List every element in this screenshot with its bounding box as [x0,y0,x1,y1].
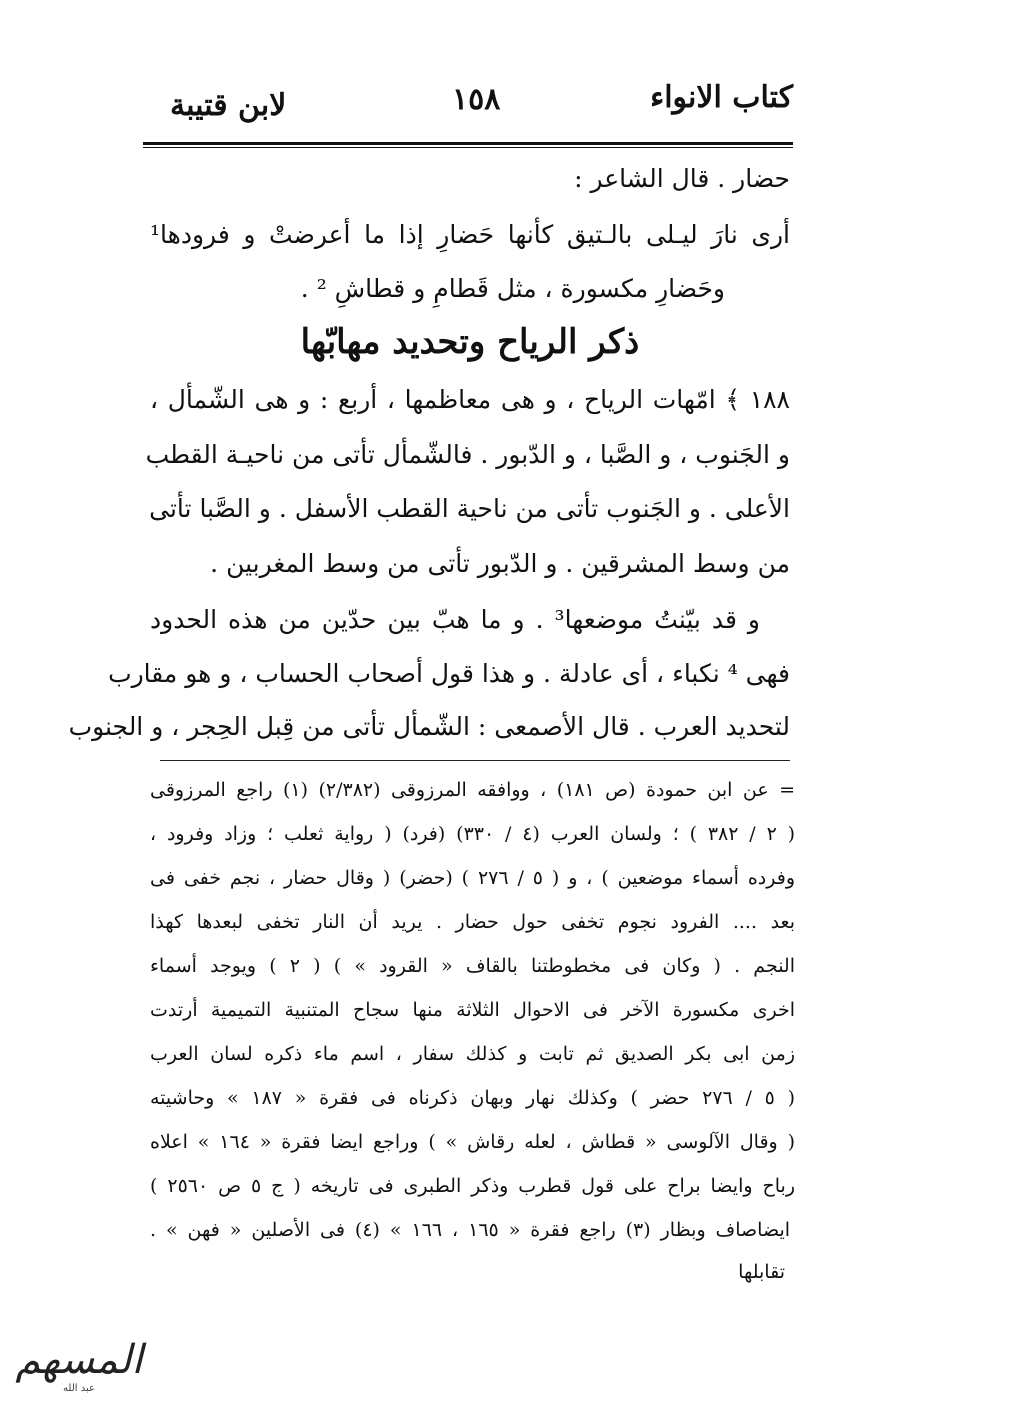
footnote-line-10: رباح وايضا براح على قول قطرب وذكر الطبرى فى تاريخه ( ج ٥ ص ٢٥٦٠ ) [150,1175,796,1197]
stamp-text: المسهم [15,1337,143,1383]
footnote-line-6: اخرى مكسورة الآخر فى الاحوال الثلاثة منها سجاح المتنبية التميمية أرتدت [150,999,795,1021]
footnote-line-3: وفرده أسماء موضعين ) ، و ( ٥ / ٢٧٦ ) (حضر) ( وقال حضار ، نجم خفى فى [150,867,795,889]
body-line-5: و الجَنوب ، و الصَّبا ، و الدّبور . فالشّمأل تأتى من ناحيـة القطب [145,440,790,469]
body-line-9: فهى ⁴ نكباء ، أى عادلة . و هذا قول أصحاب الحساب ، و هو مقارب [108,659,790,688]
footnote-line-1: = عن ابن حمودة (ص ١٨١) ، ووافقه المرزوقى (٢/٣٨٢) (١) راجع المرزوقى [150,779,796,801]
footnote-line-4: بعد .... الفرود نجوم تخفى حول حضار . يريد أن النار تخفى لبعدها كهذا [150,911,795,933]
stamp-subtext: عبد الله [63,1383,95,1394]
footnote-line-12: تقابلها [738,1261,785,1283]
header-rule-thin [143,147,793,148]
footnote-line-9: ( وقال الآلوسى « قطاش ، لعله رقاش » ) وراجع ايضا فقرة « ١٦٤ » اعلاه [150,1131,795,1153]
footnote-line-5: النجم . ( وكان فى مخطوطتنا بالقاف « القرود » ) ( ٢ ) ويوجد أسماء [150,955,796,977]
header-rule-thick [143,142,793,145]
body-line-2: أرى نارَ ليـلى بالـتيق كأنها حَضارِ إذا ما أعرضتْ و فرودها¹ [150,220,790,249]
body-line-7: من وسط المشرقين . و الدّبور تأتى من وسط المغربين . [210,549,790,578]
body-line-4: ١٨٨ ﴾ امّهات الرياح ، و هى معاظمها ، أربع : و هى الشّمأل ، [150,385,790,414]
footnote-line-2: ( ٢ / ٣٨٢ ) ؛ ولسان العرب (٤ / ٣٣٠) (فرد) ( رواية ثعلب ؛ وزاد وفرود ، [150,823,796,845]
library-stamp [4,1338,154,1410]
footnote-line-7: زمن ابى بكر الصديق ثم تابت و كذلك سفار ، اسم ماء ذكره لسان العرب [150,1043,795,1065]
body-line-8: و قد بيّنتُ موضعها³ . و ما هبّ بين حدّين من هذه الحدود [150,605,760,634]
footnote-rule [160,760,790,761]
footnote-line-8: ( ٥ / ٢٧٦ حضر ) وكذلك نهار وبهان ذكرناه فى فقرة « ١٨٧ » وحاشيته [150,1087,795,1109]
book-title: كتاب الانواء [650,80,793,115]
body-line-10: لتحديد العرب . قال الأصمعى : الشّمأل تأتى من قِبل الحِجر ، و الجنوب [68,712,790,741]
footnote-line-11: ايضاصاف وبظار (٣) راجع فقرة « ١٦٥ ، ١٦٦ » (٤) فى الأصلين « فهن » . [150,1219,791,1241]
section-heading: ذكر الرياح وتحديد مهابّها [300,322,640,362]
body-line-3: وحَضارِ مكسورة ، مثل قَطامِ و قطاشِ ² . [300,274,725,303]
author-name: لابن قتيبة [170,88,287,123]
page-number: ١٥٨ [452,82,501,117]
body-line-1: حضار . قال الشاعر : [574,164,790,193]
body-line-6: الأعلى . و الجَنوب تأتى من ناحية القطب الأسفل . و الصَّبا تأتى [149,494,790,523]
